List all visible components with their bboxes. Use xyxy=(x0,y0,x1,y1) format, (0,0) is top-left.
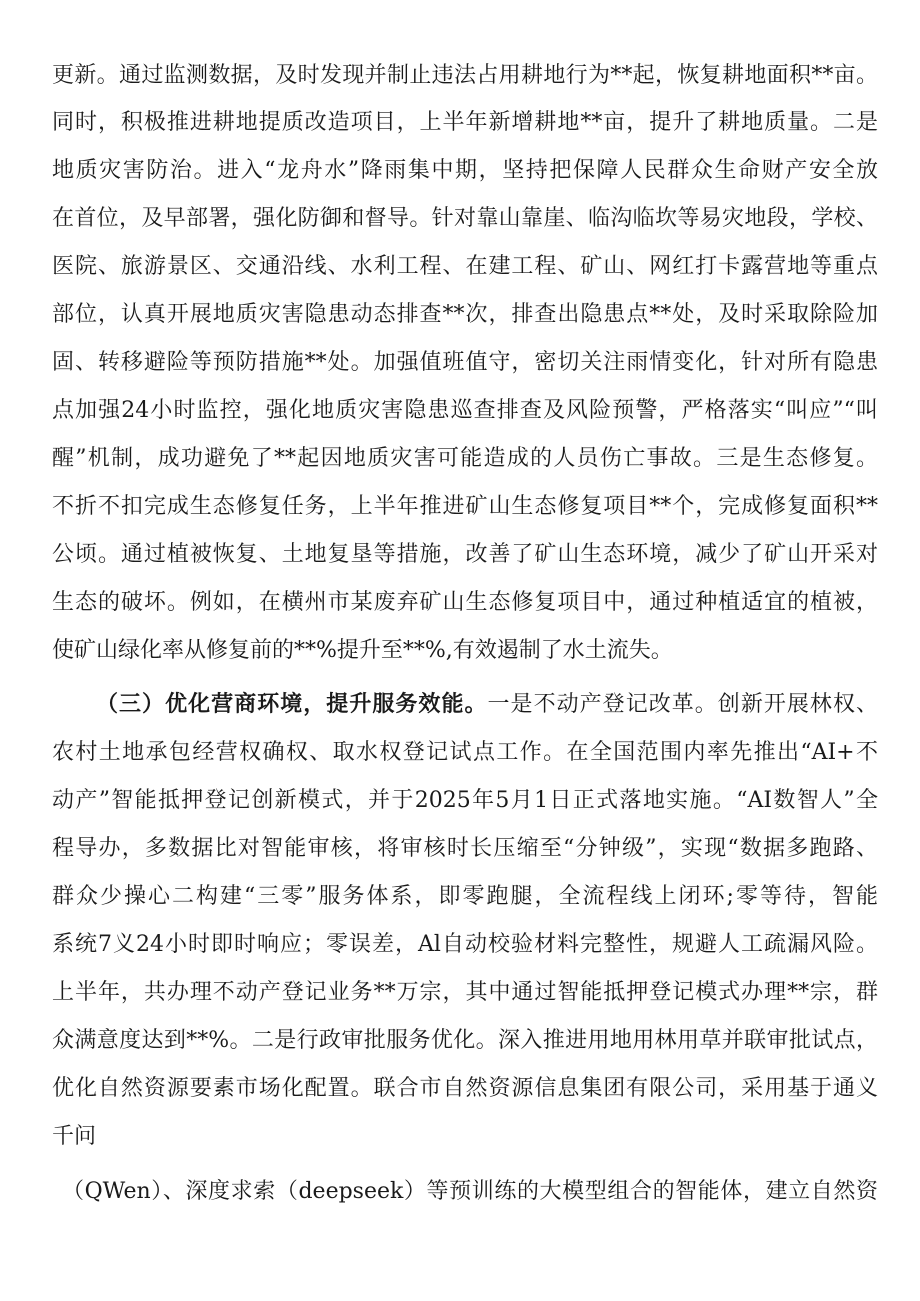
text-line: 系统7义24小时即时响应；零误差，Al自动校验材料完整性，规避人工疏漏风险。 xyxy=(52,932,878,957)
text-line: 点加强24小时监控，强化地质灾害隐患巡查排查及风险预警，严格落实“叫应”“叫 xyxy=(52,398,878,423)
text-line: 固、转移避险等预防措施**处。加强值班值守，密切关注雨情变化，针对所有隐患 xyxy=(52,350,878,375)
text-line: 程导办，多数据比对智能审核，将审核时长压缩至“分钟级”，实现“数据多跑路、 xyxy=(52,836,878,861)
section-heading: （三）优化营商环境，提升服务效能。 xyxy=(96,692,488,717)
text-line: 众满意度达到**%。二是行政审批服务优化。深入推进用地用林用草并联审批试点， xyxy=(52,1028,878,1053)
text-line: 公顷。通过植被恢复、土地复垦等措施，改善了矿山生态环境，减少了矿山开采对 xyxy=(52,542,878,567)
text-line: 医院、旅游景区、交通沿线、水利工程、在建工程、矿山、网红打卡露营地等重点 xyxy=(52,254,878,279)
text-line: 同时，积极推进耕地提质改造项目，上半年新增耕地**亩，提升了耕地质量。二是 xyxy=(52,110,878,135)
section-heading-line xyxy=(96,685,878,725)
text-line: 使矿山绿化率从修复前的**%提升至**%,有效遏制了水土流失。 xyxy=(52,638,673,663)
text-line: （QWen）、深度求索（deepseek）等预训练的大模型组合的智能体，建立自然资 xyxy=(62,1179,878,1204)
text-line: 部位，认真开展地质灾害隐患动态排查**次，排查出隐患点**处，及时采取除险加 xyxy=(52,302,878,327)
text-line: 农村土地承包经营权确权、取水权登记试点工作。在全国范围内率先推出“AI+不 xyxy=(52,740,878,765)
text-line: 千问 xyxy=(52,1124,97,1149)
text-line: 更新。通过监测数据，及时发现并制止违法占用耕地行为**起，恢复耕地面积**亩。 xyxy=(52,63,878,88)
text-line: 不折不扣完成生态修复任务，上半年推进矿山生态修复项目**个，完成修复面积** xyxy=(52,494,878,519)
text-line: 优化自然资源要素市场化配置。联合市自然资源信息集团有限公司，采用基于通义 xyxy=(52,1076,878,1101)
text-line: 上半年，共办理不动产登记业务**万宗，其中通过智能抵押登记模式办理**宗，群 xyxy=(52,980,878,1005)
text-line: 醒”机制，成功避免了**起因地质灾害可能造成的人员伤亡事故。三是生态修复。 xyxy=(52,446,878,471)
text-line: 动产”智能抵押登记创新模式，并于2025年5月1日正式落地实施。“AI数智人”全 xyxy=(52,788,878,813)
text-line: 生态的破坏。例如，在横州市某废弃矿山生态修复项目中，通过种植适宜的植被， xyxy=(52,590,878,615)
text-line: 在首位，及早部署，强化防御和督导。针对靠山靠崖、临沟临坎等易灾地段，学校、 xyxy=(52,206,878,231)
text-line: 群众少操心二构建“三零”服务体系，即零跑腿，全流程线上闭环;零等待，智能 xyxy=(52,884,878,909)
text-line: 地质灾害防治。进入“龙舟水”降雨集中期，坚持把保障人民群众生命财产安全放 xyxy=(52,158,878,183)
text-span: 一是不动产登记改革。创新开展林权、 xyxy=(487,692,878,717)
